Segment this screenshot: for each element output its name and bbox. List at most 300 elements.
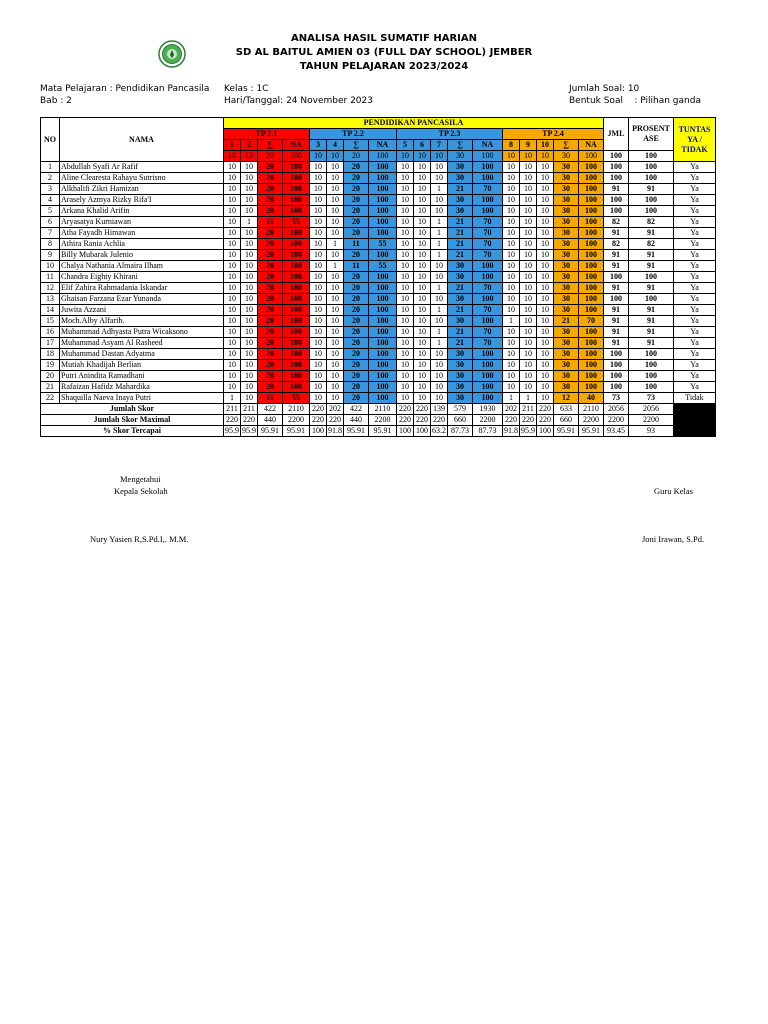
row-jml: 100	[604, 371, 629, 382]
row-score: 30	[554, 360, 579, 371]
row-score: 10	[241, 283, 258, 294]
row-score: 10	[397, 305, 414, 316]
row-score: 100	[283, 195, 310, 206]
row-score: 100	[473, 294, 503, 305]
row-score: 10	[310, 360, 327, 371]
row-score: 10	[327, 228, 344, 239]
row-score: 10	[503, 305, 520, 316]
row-score: 30	[554, 173, 579, 184]
row-score: 10	[397, 393, 414, 404]
row-score: 10	[241, 294, 258, 305]
header-max: 100	[369, 151, 397, 162]
kepsek-title: Kepala Sekolah	[114, 486, 168, 496]
row-score: 100	[579, 360, 604, 371]
header-max: 10	[397, 151, 414, 162]
summary-value: 95.91	[369, 426, 397, 437]
row-score: 10	[414, 316, 431, 327]
row-score: 30	[554, 272, 579, 283]
row-score: 30	[448, 316, 473, 327]
row-tuntas: Ya	[674, 173, 716, 184]
row-score: 10	[503, 338, 520, 349]
row-no: 9	[41, 250, 60, 261]
row-score: 10	[241, 360, 258, 371]
row-score: 100	[579, 283, 604, 294]
summary-value: 211	[241, 404, 258, 415]
table-row	[41, 250, 716, 261]
row-score: 100	[473, 360, 503, 371]
row-score: 10	[503, 261, 520, 272]
row-score: 100	[283, 349, 310, 360]
row-score: 100	[369, 327, 397, 338]
row-score: 70	[473, 305, 503, 316]
row-tuntas: Ya	[674, 316, 716, 327]
summary-blank	[674, 404, 716, 437]
row-score: 100	[369, 272, 397, 283]
header-group-3: TP 2.3	[397, 129, 503, 140]
summary-value: 220	[503, 415, 520, 426]
row-score: 10	[520, 283, 537, 294]
row-score: 30	[448, 162, 473, 173]
row-score: 10	[520, 305, 537, 316]
summary-value: 211	[224, 404, 241, 415]
row-score: 10	[310, 393, 327, 404]
row-score: 10	[414, 360, 431, 371]
row-no: 6	[41, 217, 60, 228]
row-score: 10	[537, 162, 554, 173]
summary-value: 220	[431, 415, 448, 426]
row-jml: 73	[604, 393, 629, 404]
row-score: 10	[503, 250, 520, 261]
table-row	[41, 294, 716, 305]
row-prosentase: 100	[629, 382, 674, 393]
report-title-line2: SD AL BAITUL AMIEN 03 (FULL DAY SCHOOL) JEMBER	[235, 47, 533, 58]
row-score: 70	[473, 184, 503, 195]
row-score: 10	[520, 217, 537, 228]
row-score: 30	[448, 360, 473, 371]
row-score: 20	[344, 294, 369, 305]
row-score: 100	[283, 316, 310, 327]
row-score: 20	[344, 327, 369, 338]
row-score: 55	[369, 239, 397, 250]
table-row	[41, 228, 716, 239]
row-score: 10	[431, 360, 448, 371]
row-score: 10	[520, 206, 537, 217]
row-score: 20	[344, 217, 369, 228]
row-score: 10	[537, 184, 554, 195]
row-score: 20	[344, 162, 369, 173]
row-nama: Mutiah Khadijah Berlian	[60, 360, 224, 371]
summary-value: 220	[397, 404, 414, 415]
row-score: 70	[473, 228, 503, 239]
header-max-jml: 100	[604, 151, 629, 162]
row-score: 100	[473, 316, 503, 327]
row-score: 10	[224, 228, 241, 239]
row-prosentase: 91	[629, 305, 674, 316]
row-score: 20	[344, 393, 369, 404]
row-score: 10	[327, 305, 344, 316]
row-jml: 100	[604, 195, 629, 206]
row-score: 10	[503, 272, 520, 283]
row-score: 10	[327, 217, 344, 228]
row-score: 10	[520, 349, 537, 360]
row-jml: 100	[604, 294, 629, 305]
row-score: 100	[369, 360, 397, 371]
row-jml: 91	[604, 283, 629, 294]
row-score: 70	[579, 316, 604, 327]
summary-value: 422	[344, 404, 369, 415]
row-score: 10	[327, 162, 344, 173]
row-score: 30	[554, 261, 579, 272]
table-row	[41, 173, 716, 184]
header-max: 10	[327, 151, 344, 162]
summary-jml: 93.45	[604, 426, 629, 437]
header-max: 100	[473, 151, 503, 162]
header-col: 6	[414, 140, 431, 151]
row-score: 10	[537, 272, 554, 283]
summary-value: 422	[258, 404, 283, 415]
row-prosentase: 91	[629, 250, 674, 261]
row-score: 30	[448, 382, 473, 393]
row-score: 20	[258, 250, 283, 261]
row-score: 10	[397, 239, 414, 250]
row-score: 20	[344, 272, 369, 283]
row-nama: Shaquilla Naeva Inaya Putri	[60, 393, 224, 404]
row-score: 10	[520, 239, 537, 250]
row-score: 10	[224, 371, 241, 382]
row-score: 100	[283, 250, 310, 261]
row-tuntas: Ya	[674, 382, 716, 393]
row-score: 10	[327, 327, 344, 338]
row-no: 2	[41, 173, 60, 184]
row-score: 10	[431, 272, 448, 283]
row-score: 10	[310, 349, 327, 360]
row-score: 10	[310, 371, 327, 382]
row-score: 10	[520, 294, 537, 305]
row-prosentase: 73	[629, 393, 674, 404]
row-score: 100	[579, 327, 604, 338]
info-kelas: Kelas : 1C	[224, 84, 269, 94]
row-jml: 91	[604, 184, 629, 195]
summary-value: 2110	[283, 404, 310, 415]
row-tuntas: Ya	[674, 206, 716, 217]
table-row	[41, 338, 716, 349]
row-nama: Abdullah Syafi Ar Rafif	[60, 162, 224, 173]
row-no: 18	[41, 349, 60, 360]
row-score: 10	[414, 272, 431, 283]
row-jml: 91	[604, 250, 629, 261]
row-prosentase: 91	[629, 338, 674, 349]
table-row	[41, 393, 716, 404]
row-score: 10	[224, 162, 241, 173]
row-prosentase: 100	[629, 272, 674, 283]
row-score: 10	[414, 217, 431, 228]
row-score: 10	[503, 173, 520, 184]
row-score: 100	[283, 206, 310, 217]
row-score: 10	[397, 371, 414, 382]
header-max: 10	[537, 151, 554, 162]
row-score: 10	[414, 349, 431, 360]
row-score: 10	[327, 393, 344, 404]
summary-value: 87.73	[448, 426, 473, 437]
row-score: 1	[503, 316, 520, 327]
row-score: 10	[397, 228, 414, 239]
row-score: 10	[503, 195, 520, 206]
row-score: 10	[414, 162, 431, 173]
row-score: 10	[241, 316, 258, 327]
summary-value: 95.9	[521, 426, 535, 435]
row-score: 10	[327, 349, 344, 360]
row-score: 10	[241, 184, 258, 195]
header-max: 30	[448, 151, 473, 162]
row-score: 10	[414, 338, 431, 349]
row-score: 10	[503, 162, 520, 173]
row-score: 10	[241, 162, 258, 173]
row-score: 10	[310, 327, 327, 338]
header-col: ∑	[258, 140, 283, 151]
row-score: 70	[473, 338, 503, 349]
row-score: 10	[537, 173, 554, 184]
header-max: 100	[579, 151, 604, 162]
header-col: 10	[537, 140, 554, 151]
table-row	[41, 162, 716, 173]
row-score: 30	[554, 371, 579, 382]
header-col: NA	[473, 140, 503, 151]
row-score: 10	[397, 327, 414, 338]
row-nama: Elif Zahira Rahmadania Iskandar	[60, 283, 224, 294]
row-score: 1	[503, 393, 520, 404]
header-group-2: TP 2.2	[310, 129, 397, 140]
summary-value: 2200	[473, 415, 503, 426]
row-score: 10	[503, 239, 520, 250]
row-score: 10	[431, 195, 448, 206]
row-score: 30	[448, 261, 473, 272]
row-score: 100	[369, 283, 397, 294]
table-row	[41, 261, 716, 272]
row-score: 10	[520, 228, 537, 239]
row-score: 30	[554, 206, 579, 217]
row-score: 55	[283, 217, 310, 228]
header-subject: PENDIDIKAN PANCASILA	[224, 118, 604, 129]
row-score: 10	[520, 360, 537, 371]
row-score: 10	[397, 283, 414, 294]
row-score: 10	[397, 261, 414, 272]
row-score: 100	[369, 228, 397, 239]
summary-value: 220	[537, 404, 554, 415]
table-row	[41, 327, 716, 338]
row-score: 10	[310, 184, 327, 195]
row-score: 10	[414, 393, 431, 404]
row-score: 30	[448, 349, 473, 360]
header-max: 10	[503, 151, 520, 162]
summary-value: 579	[448, 404, 473, 415]
row-score: 100	[283, 305, 310, 316]
row-no: 5	[41, 206, 60, 217]
row-score: 10	[503, 294, 520, 305]
row-no: 16	[41, 327, 60, 338]
row-tuntas: Ya	[674, 250, 716, 261]
row-prosentase: 100	[629, 371, 674, 382]
row-nama: Arasely Azmya Rizky Rifa'I	[60, 195, 224, 206]
row-score: 20	[344, 316, 369, 327]
row-score: 10	[520, 173, 537, 184]
row-score: 100	[369, 195, 397, 206]
row-score: 20	[258, 316, 283, 327]
row-score: 10	[503, 184, 520, 195]
row-score: 10	[310, 162, 327, 173]
row-score: 10	[327, 371, 344, 382]
row-score: 100	[473, 382, 503, 393]
row-score: 10	[414, 173, 431, 184]
row-score: 30	[448, 371, 473, 382]
row-score: 10	[224, 382, 241, 393]
row-score: 70	[473, 327, 503, 338]
row-score: 20	[344, 228, 369, 239]
row-score: 10	[224, 349, 241, 360]
row-jml: 91	[604, 228, 629, 239]
row-score: 30	[554, 217, 579, 228]
info-jumlah-soal: Jumlah Soal: 10	[569, 84, 640, 94]
row-score: 10	[431, 316, 448, 327]
row-score: 11	[258, 217, 283, 228]
row-score: 10	[397, 173, 414, 184]
row-nama: Athira Rania Achlia	[60, 239, 224, 250]
summary-pros: 93	[629, 426, 674, 437]
row-nama: Atha Fayadh Himawan	[60, 228, 224, 239]
row-score: 10	[537, 283, 554, 294]
row-score: 100	[579, 371, 604, 382]
table-row	[41, 305, 716, 316]
row-score: 10	[414, 382, 431, 393]
row-score: 10	[224, 316, 241, 327]
table-row	[41, 349, 716, 360]
info-mapel: Mata Pelajaran : Pendidikan Pancasila	[40, 84, 210, 94]
row-score: 100	[473, 195, 503, 206]
row-score: 20	[258, 162, 283, 173]
info-bab: Bab : 2	[40, 96, 72, 106]
guru-title: Guru Kelas	[654, 486, 693, 496]
row-prosentase: 91	[629, 283, 674, 294]
row-score: 30	[554, 294, 579, 305]
summary-value: 633	[554, 404, 579, 415]
row-score: 10	[431, 261, 448, 272]
row-score: 10	[224, 360, 241, 371]
row-score: 10	[537, 305, 554, 316]
row-score: 20	[258, 283, 283, 294]
row-jml: 91	[604, 327, 629, 338]
row-score: 10	[520, 327, 537, 338]
header-prosentase: PROSENT ASE	[629, 118, 674, 151]
row-score: 100	[473, 393, 503, 404]
row-score: 10	[241, 173, 258, 184]
row-score: 10	[414, 261, 431, 272]
summary-value: 95.9	[225, 426, 239, 435]
row-score: 30	[554, 349, 579, 360]
row-score: 10	[503, 217, 520, 228]
row-tuntas: Ya	[674, 272, 716, 283]
summary-value: 63.2	[432, 426, 446, 435]
row-score: 10	[414, 195, 431, 206]
row-score: 10	[327, 283, 344, 294]
row-score: 100	[369, 382, 397, 393]
school-emblem-icon	[158, 40, 186, 68]
header-col: ∑	[448, 140, 473, 151]
summary-pros: 2200	[629, 415, 674, 426]
row-score: 10	[537, 195, 554, 206]
row-score: 10	[414, 184, 431, 195]
row-score: 10	[503, 283, 520, 294]
row-nama: Arkana Khalid Arifin	[60, 206, 224, 217]
row-score: 10	[241, 261, 258, 272]
row-score: 10	[520, 338, 537, 349]
row-score: 1	[431, 228, 448, 239]
row-score: 10	[537, 316, 554, 327]
row-score: 10	[241, 272, 258, 283]
row-score: 100	[369, 184, 397, 195]
summary-value: 220	[310, 404, 327, 415]
row-score: 30	[554, 195, 579, 206]
row-score: 30	[554, 382, 579, 393]
row-score: 10	[537, 261, 554, 272]
row-no: 4	[41, 195, 60, 206]
row-score: 100	[369, 316, 397, 327]
summary-value: 660	[448, 415, 473, 426]
row-score: 10	[310, 206, 327, 217]
summary-value: 2200	[369, 415, 397, 426]
row-score: 20	[344, 250, 369, 261]
row-score: 100	[369, 371, 397, 382]
row-jml: 100	[604, 382, 629, 393]
row-score: 21	[448, 327, 473, 338]
summary-value: 100	[310, 426, 327, 437]
summary-value: 220	[414, 404, 431, 415]
header-col: 4	[327, 140, 344, 151]
row-prosentase: 82	[629, 239, 674, 250]
row-score: 10	[431, 382, 448, 393]
row-no: 19	[41, 360, 60, 371]
row-score: 10	[327, 294, 344, 305]
header-row-1	[41, 118, 716, 129]
row-score: 10	[224, 206, 241, 217]
row-score: 20	[258, 294, 283, 305]
summary-jml: 2200	[604, 415, 629, 426]
row-nama: Ghaisan Farzana Ezar Yunanda	[60, 294, 224, 305]
row-score: 1	[431, 327, 448, 338]
row-score: 10	[397, 184, 414, 195]
row-score: 100	[579, 261, 604, 272]
row-score: 21	[448, 217, 473, 228]
row-tuntas: Ya	[674, 371, 716, 382]
row-nama: Putri Anindita Ramadhani	[60, 371, 224, 382]
table-row	[41, 316, 716, 327]
row-score: 100	[369, 217, 397, 228]
row-score: 1	[431, 239, 448, 250]
row-score: 10	[537, 371, 554, 382]
row-score: 21	[448, 283, 473, 294]
row-score: 30	[554, 228, 579, 239]
row-score: 10	[414, 327, 431, 338]
row-score: 10	[503, 371, 520, 382]
table-row	[41, 206, 716, 217]
summary-value: 100	[397, 426, 414, 437]
summary-value: 2110	[369, 404, 397, 415]
row-jml: 100	[604, 206, 629, 217]
header-col: ∑	[344, 140, 369, 151]
table-row	[41, 360, 716, 371]
row-score: 1	[431, 217, 448, 228]
summary-row-jumlah-skor	[41, 404, 716, 415]
row-score: 20	[258, 184, 283, 195]
row-score: 100	[579, 250, 604, 261]
